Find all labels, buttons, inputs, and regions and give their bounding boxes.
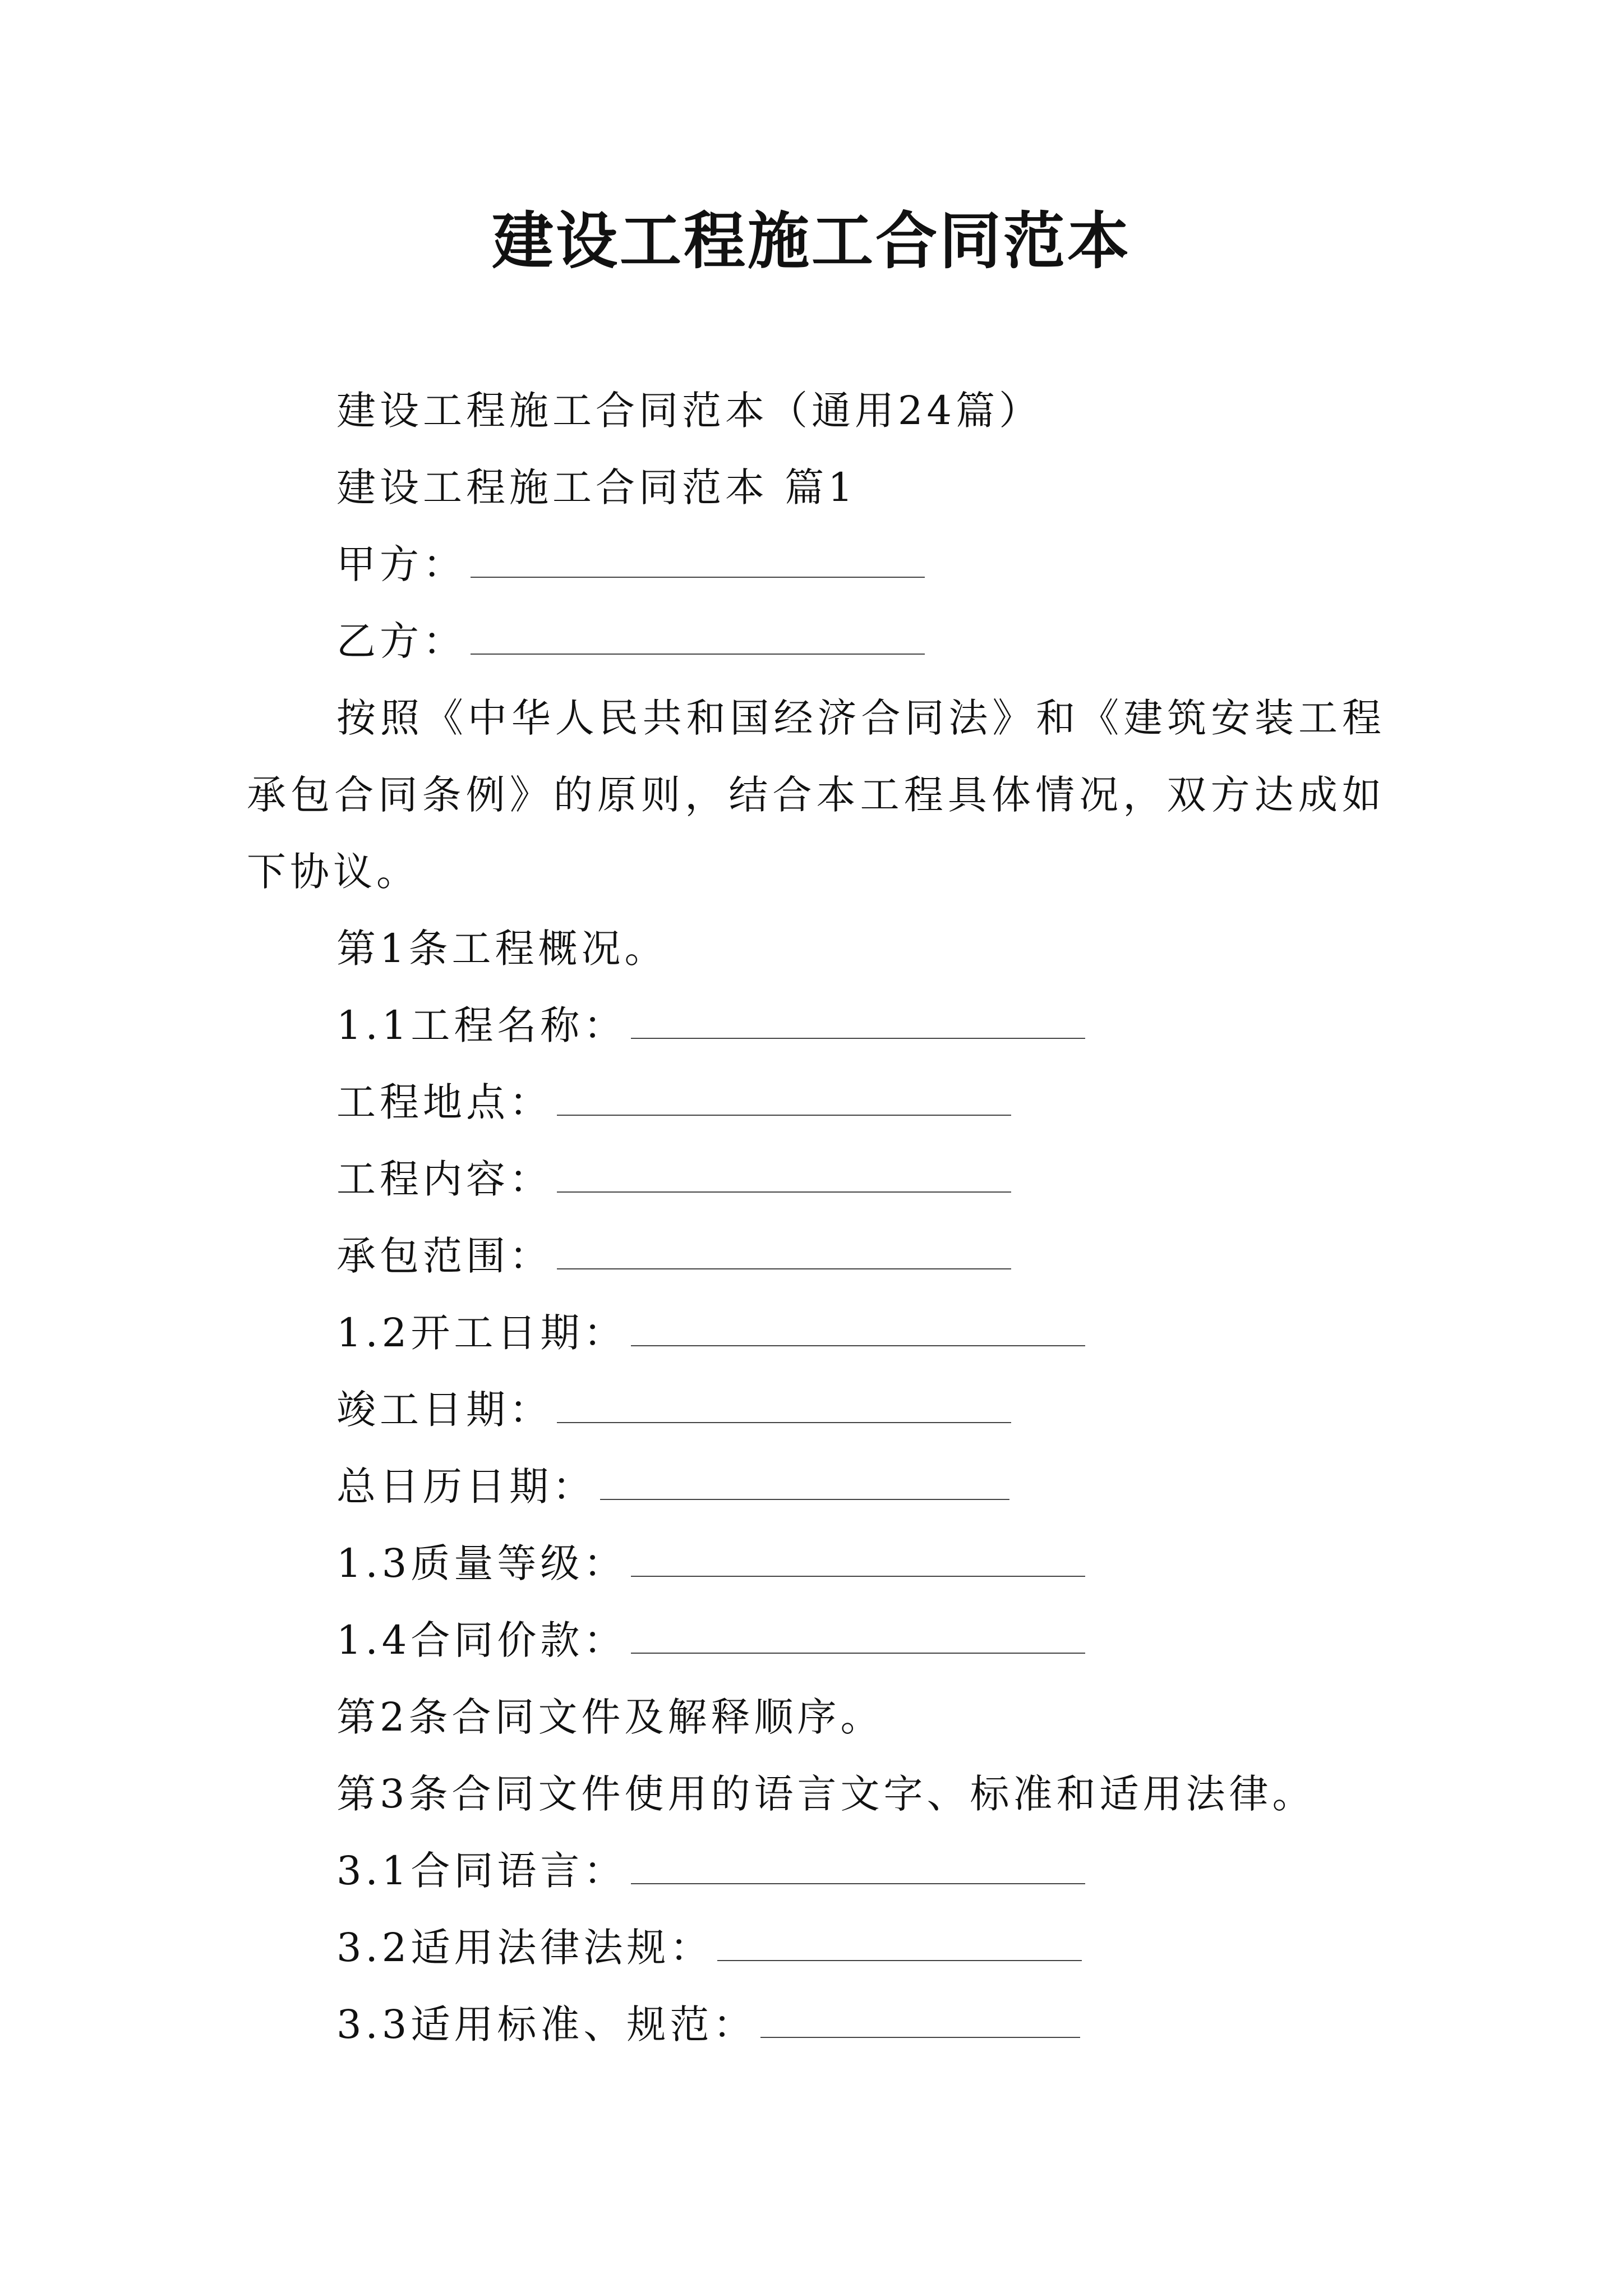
- applicable-standards-field: [336, 1986, 1080, 2063]
- completion-date-field: [336, 1372, 1011, 1448]
- contract-language-field: [336, 1833, 1085, 1910]
- article-3-text: 第3条合同文件使用的语言文字、标准和适用法律。: [336, 1771, 1316, 1817]
- total-days-label: 总日历日期：: [336, 1464, 596, 1510]
- project-site-field: [336, 1064, 1011, 1141]
- article-1-text: 第1条工程概况。: [336, 926, 668, 972]
- contract-scope-label: 承包范围：: [336, 1233, 552, 1279]
- contract-language-label: 3.1合同语言：: [336, 1848, 627, 1894]
- party-b-field: [336, 603, 925, 680]
- project-content-label: 工程内容：: [336, 1156, 552, 1202]
- contract-price-label: 1.4合同价款：: [336, 1617, 627, 1663]
- party-a-field: [336, 526, 925, 603]
- contract-scope-blank[interactable]: [557, 1268, 1011, 1269]
- intro-paragraph: 按照《中华人民共和国经济合同法》和《建筑安装工程承包合同条例》的原则，结合本工程具体情况，双方达成如下协议。: [247, 695, 1385, 895]
- contract-price-blank[interactable]: [631, 1653, 1085, 1654]
- project-content-field: [336, 1141, 1011, 1218]
- article-1-heading: [336, 910, 668, 987]
- quality-grade-label: 1.3质量等级：: [336, 1540, 627, 1586]
- contract-language-blank[interactable]: [631, 1883, 1085, 1884]
- start-date-blank[interactable]: [631, 1345, 1085, 1346]
- project-content-blank[interactable]: [557, 1191, 1011, 1193]
- applicable-law-blank[interactable]: [717, 1960, 1082, 1961]
- project-site-blank[interactable]: [557, 1115, 1011, 1116]
- contract-scope-field: [336, 1218, 1011, 1295]
- project-name-field: [336, 987, 1085, 1064]
- party-a-blank[interactable]: [471, 577, 925, 578]
- total-days-blank[interactable]: [600, 1499, 1009, 1500]
- document-title: 建设工程施工合同范本: [492, 205, 1131, 277]
- completion-date-blank[interactable]: [557, 1422, 1011, 1423]
- applicable-standards-blank[interactable]: [760, 2037, 1080, 2038]
- article-2-heading: [336, 1679, 884, 1756]
- chapter-text: 建设工程施工合同范本 篇1: [336, 464, 857, 510]
- article-2-text: 第2条合同文件及解释顺序。: [336, 1694, 884, 1740]
- contract-price-field: [336, 1602, 1085, 1679]
- chapter-heading: [336, 449, 857, 526]
- article-3-heading: [336, 1756, 1316, 1833]
- start-date-label: 1.2开工日期：: [336, 1310, 627, 1356]
- project-name-label: 1.1工程名称：: [336, 1002, 627, 1048]
- project-name-blank[interactable]: [631, 1038, 1085, 1039]
- completion-date-label: 竣工日期：: [336, 1387, 552, 1433]
- party-a-label: 甲方：: [336, 541, 466, 587]
- applicable-law-field: [336, 1910, 1082, 1986]
- applicable-law-label: 3.2适用法律法规：: [336, 1925, 713, 1971]
- quality-grade-field: [336, 1525, 1085, 1602]
- party-b-label: 乙方：: [336, 618, 466, 664]
- applicable-standards-label: 3.3适用标准、规范：: [336, 2001, 757, 2047]
- project-site-label: 工程地点：: [336, 1079, 552, 1125]
- party-b-blank[interactable]: [471, 654, 925, 655]
- total-days-field: [336, 1448, 1009, 1525]
- subtitle-text: 建设工程施工合同范本（通用24篇）: [336, 388, 1043, 434]
- start-date-field: [336, 1295, 1085, 1372]
- document-subtitle: [336, 372, 1042, 449]
- quality-grade-blank[interactable]: [631, 1576, 1085, 1577]
